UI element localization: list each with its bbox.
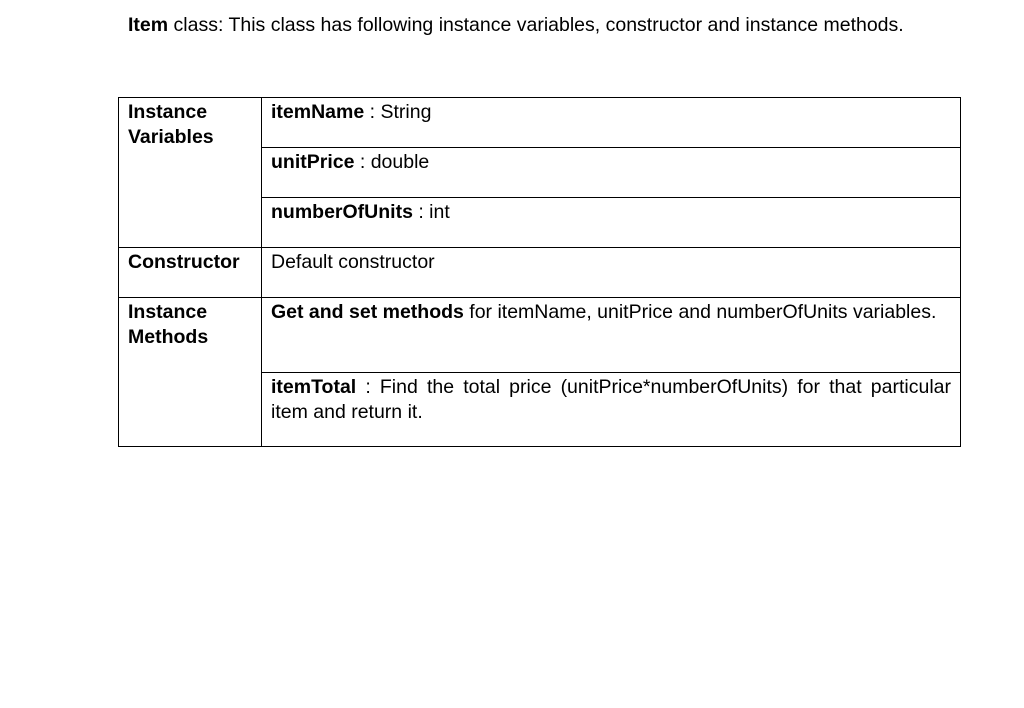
variable-type: : double <box>354 151 430 173</box>
variable-type: : int <box>412 201 450 223</box>
method-desc: : Find the total price (unitPrice*numberOfUnits) for that particular item and return it. <box>271 376 951 423</box>
variable-name: itemName <box>271 101 365 123</box>
constructor-cell: Default constructor <box>262 248 961 298</box>
instance-variables-label: Instance Variables <box>119 98 262 248</box>
method-cell <box>262 298 961 373</box>
table-row <box>119 98 961 148</box>
method-cell <box>262 373 961 447</box>
variable-cell <box>262 148 961 198</box>
variable-type: : String <box>364 101 432 123</box>
variable-cell <box>262 98 961 148</box>
class-name: Item <box>128 14 169 36</box>
variable-name: numberOfUnits <box>271 201 413 223</box>
item-class-table <box>118 97 961 447</box>
method-name: Get and set methods <box>271 301 464 323</box>
variable-name: unitPrice <box>271 151 355 173</box>
variable-cell <box>262 198 961 248</box>
method-desc: for itemName, unitPrice and numberOfUnits variables. <box>463 301 937 323</box>
table-row <box>119 298 961 373</box>
table-row <box>119 248 961 298</box>
instance-methods-label: Instance Methods <box>119 298 262 447</box>
constructor-label: Constructor <box>119 248 262 298</box>
method-name: itemTotal <box>271 376 357 398</box>
intro-paragraph <box>128 11 920 39</box>
intro-text: class: This class has following instance variables, constructor and instance methods. <box>168 14 904 36</box>
